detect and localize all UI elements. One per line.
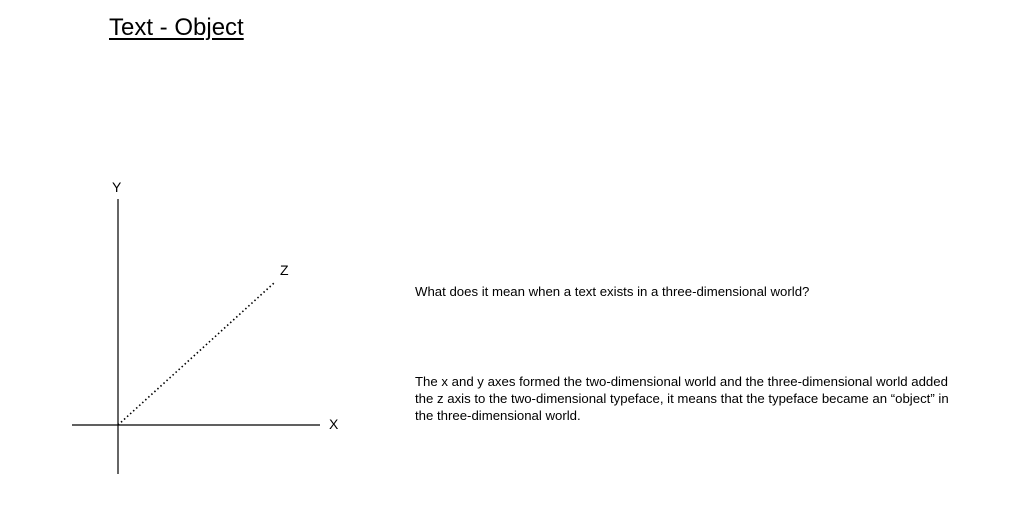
page-title: Text - Object xyxy=(109,14,244,41)
question-text: What does it mean when a text exists in a three-dimensional world? xyxy=(415,284,810,299)
answer-text: The x and y axes formed the two-dimensional world and the three-dimensional world added the z axis to the two-dimensional typeface, it means that the typeface became an “object” in the three-dimensional world. xyxy=(415,374,949,423)
z-axis xyxy=(118,283,274,425)
y-axis-label: Y xyxy=(112,179,122,195)
x-axis-label: X xyxy=(329,416,339,432)
z-axis-label: Z xyxy=(280,262,289,278)
